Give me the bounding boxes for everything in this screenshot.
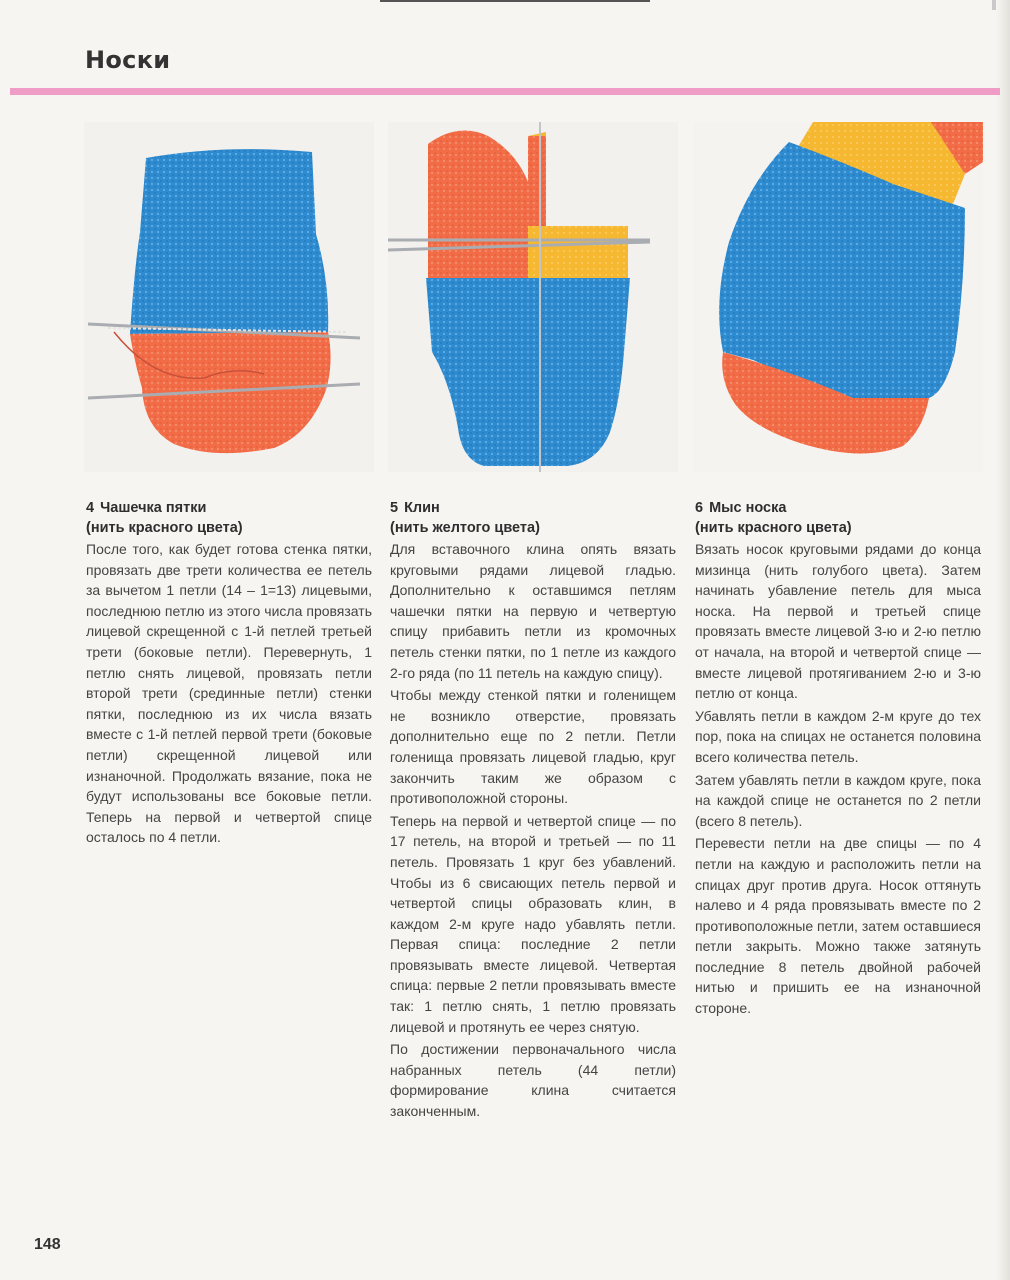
step-5-gusset [390,498,676,1124]
step-body [86,539,372,848]
step-paragraph: Затем убавлять петли в каждом круге, пока на каждой спице не останется по 2 петли (всего 8 петель). [695,771,981,829]
step-heading [390,498,676,518]
step-number: 6 [695,500,704,516]
step-number: 5 [390,500,399,516]
heel-cup-photo [84,122,374,472]
step-paragraph: Вязать носок круговыми рядами до конца мизинца (нить голубого цвета). Затем начинать убавление петель для мыса носка. На первой и третьей спице провязать вместе лицевой 3-ю и 2-ю петлю от начала, на второй и четвертой спице — вместе лицевой протягиванием 2-ю и 3-ю петлю от конца. [695,541,981,702]
step-paragraph: Теперь на первой и четвертой спице — по 17 петель, на второй и третьей — по 11 петель. Провязать 1 круг без убавлений. Чтобы из 6 свисающих петель первой и четвертой спицы образовать клин, в каждом 2-м круге надо убавлять петли. Первая спица: последние 2 петли провязывать вместе лицевой. Четвертая спица: первые 2 петли провязывать вместе так: 1 петлю снять, 1 петлю провязать лицевой и протянуть ее через снятую. [390,812,676,1035]
step-heading [695,498,981,518]
step-paragraph: Для вставочного клина опять вязать круговыми рядами лицевой гладью. Дополнительно к оставшимся петлям чашечки пятки на первую и четвертую спицу прибавить петли из кромочных петель стенки пятки, по 1 петле из каждого 2-го ряда (по 11 петель на каждую спицу). [390,541,676,681]
header-rule [10,88,1000,95]
step-paragraph: Убавлять петли в каждом 2-м круге до тех пор, пока на спицах не останется половина всего количества петель. [695,707,981,765]
step-body [695,539,981,1019]
top-rule [380,0,650,2]
step-subtitle: (нить желтого цвета) [390,520,540,536]
step-4-heel-cup [86,498,372,850]
sock-toe-illustration [693,122,983,472]
gusset-illustration [388,122,678,472]
step-6-toe [695,498,981,1021]
heel-cup-illustration [84,122,374,472]
step-paragraph: После того, как будет готова стенка пятки, провязать две трети количества ее петель за вычетом 1 петли (14 – 1=13) лицевыми, последнюю петлю из этого числа провязать лицевой скрещенной с 1-й петлей третьей трети (боковые петли). Перевернуть, 1 петлю снять лицевой, провязать петли второй трети (срединные петли) стенки пятки, последнюю из их числа вязать вместе с 1-й петлей первой трети (боковые петли) скрещенной лицевой или изнаночной. Продолжать вязание, пока не будут использованы все боковые петли. Теперь на первой и четвертой спице осталось по 4 петли. [86,541,372,846]
gusset-photo [388,122,678,472]
step-subtitle: (нить красного цвета) [695,520,852,536]
step-paragraph: По достижении первоначального числа набранных петель (44 петли) формирование клина считается законченным. [390,1041,676,1120]
page-number: 148 [34,1236,61,1253]
step-body [390,539,676,1122]
step-title: Клин [404,500,440,516]
step-title: Мыс носка [709,500,787,516]
toe-photo [693,122,983,472]
page-edge-shadow [996,0,1010,1280]
step-subtitle: (нить красного цвета) [86,520,243,536]
page-title: Носки [85,46,171,74]
step-title: Чашечка пятки [100,500,207,516]
step-paragraph: Чтобы между стенкой пятки и голенищем не возникло отверстие, провязать дополнительно еще по 2 петли. Петли голенища провязать лицевой гладью, круг закончить таким же образом с противоположной стороны. [390,687,676,807]
step-heading [86,498,372,518]
step-number: 4 [86,500,95,516]
step-paragraph: Перевести петли на две спицы — по 4 петли на каждую и расположить петли на спицах друг против друга. Носок оттянуть налево и 4 ряда провязывать вместе по 2 противоположные петли, затем оставшиеся петли закрыть. Можно также затянуть последние 8 петель двойной рабочей нитью и пришить ее на изнаночной стороне. [695,835,981,1017]
